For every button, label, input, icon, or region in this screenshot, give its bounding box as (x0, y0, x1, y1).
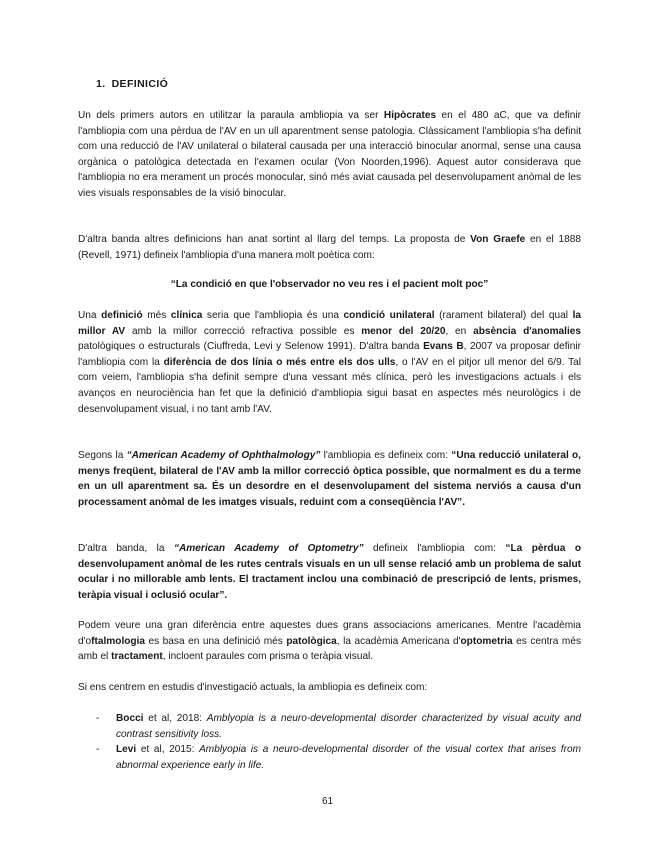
page-number: 61 (321, 796, 334, 807)
text-run: , 2007 va proposar definir l'ambliopia com la (78, 341, 581, 368)
paragraph-intro (78, 108, 581, 202)
text-run: Amblyopia is a neuro-developmental disorder characterized by visual acuity and contrast sensitivity loss. (116, 713, 581, 740)
list-item (78, 711, 581, 742)
text-run: es centra més amb el (78, 635, 581, 663)
text-run: Evans B (423, 341, 464, 353)
text-run: amb la millor correcció refractiva possible es (125, 325, 362, 337)
paragraph-current-research (78, 680, 581, 696)
text-run: clínica (170, 310, 203, 321)
text-run: definició (101, 310, 143, 321)
section-heading (96, 78, 168, 90)
text-run: , en (445, 325, 474, 337)
text-run: patològiques o estructurals (Ciuffreda, Levi y Selenow 1991). D'altra banda (78, 341, 424, 353)
text-run: en el 480 aC, que va definir l'ambliopia com una pèrdua de l'AV en un ull aparentment sense patologia. Clàssicament l'ambliopia s'ha definit com una reducció de l'AV unilateral o bilateral causada per una interacció binocular anormal, sense una causa orgànica o patològica detectada en l'examen ocular (Von Noorden,1996). Aquest autor considerava que l'ambliopia no era merament un procés monocular, sinó més aviat causada pel desenvolupament anòmal de les vies visuals responsables de la visió binocular. (78, 110, 581, 199)
text-run: , incloent paraules com prisma o teràpia visual. (162, 651, 374, 663)
text-run: Podem veure una gran diferència entre aquestes dues grans associacions americanes. Mentre l'acadèmia d'o (78, 620, 581, 647)
text-run: D'altra banda, la (78, 543, 174, 554)
text-run: condició unilateral (343, 310, 435, 321)
text-run: es basa en una definició més (145, 635, 287, 647)
list-item-text (116, 744, 581, 771)
text-run: Segons la (78, 450, 127, 461)
text-run: “Una reducció unilateral o, menys freqüent, bilateral de l'AV amb la millor correcció òptica possible, que normalment es du a terme en un ull aparentment sa. És un desordre en el desenvolupament del sistema nerviós a causa d'un processament anòmal de les imatges visuals, reduint com a conseqüència l'AV”. (78, 450, 581, 508)
paragraph-comparison (78, 618, 581, 665)
text-run: , o l'AV en el pitjor ull menor del 6/9. Tal com veiem, l'ambliopia s'ha definit sempre d'una vessant més clínica, però les investigacions actuals i els avanços en neurociència han fet que la definició d'ambliopia sigui basat en aspectes més neurològics i de desenvolupament visual, i no tant amb l'AV. (78, 356, 581, 415)
text-run: Bocci (116, 713, 144, 724)
text-run: la millor AV (78, 310, 581, 337)
text-run: en el 1888 (Revell, 1971) defineix l'ambliopia d'una manera molt poètica com: (78, 234, 581, 261)
text-run: absència d'anomalies (473, 325, 582, 337)
text-run: ftalmologia (91, 635, 145, 647)
paragraph-clinical-definition (78, 308, 581, 417)
quote: “La condició en que l'observador no veu res i el pacient molt poc” (170, 279, 489, 290)
text-run: optometria (460, 635, 513, 647)
text-run: defineix l'ambliopia com: (363, 543, 506, 554)
list-marker: - (96, 744, 100, 756)
text-run: Un dels primers autors en utilitzar la paraula ambliopia va ser (78, 110, 384, 121)
paragraph-aao-definition (78, 448, 581, 510)
text-run: et al, 2018: (143, 713, 207, 724)
list-item-text (116, 713, 581, 740)
text-run: patològica (286, 635, 337, 647)
text-run: Levi (116, 744, 137, 756)
text-run: Una (78, 310, 102, 321)
text-run: Amblyopia is a neuro-developmental disorder of the visual cortex that arises from abnormal experience early in life. (116, 744, 581, 771)
section-number: 1. (96, 78, 106, 90)
paragraph-von-graefe (78, 232, 581, 263)
paragraph-aaopt-definition (78, 541, 581, 603)
text-run: Si ens centrem en estudis d'investigació actuals, la ambliopia es defineix com: (78, 682, 428, 693)
text-run: , la acadèmia Americana d' (336, 635, 461, 647)
text-run: menor del 20/20 (361, 325, 446, 337)
text-run: Hipòcrates (383, 110, 437, 121)
text-run: diferència de dos línia o més entre els dos ulls (163, 356, 396, 368)
text-run: seria que l'ambliopia és una (202, 310, 344, 321)
text-run: tractament (111, 651, 163, 663)
text-run: “American Academy of Optometry” (173, 543, 364, 554)
text-run: més (142, 310, 171, 321)
text-run: et al, 2015: (136, 744, 200, 756)
text-run: “American Academy of Ophthalmology” (126, 450, 321, 461)
list-marker: - (96, 713, 100, 724)
text-run: l'ambliopia es defineix com: (320, 450, 452, 461)
text-run: Von Graefe (470, 234, 526, 245)
text-run: D'altra banda altres definicions han anat sortint al llarg del temps. La proposta de (78, 234, 471, 245)
section-title: DEFINICIÓ (111, 78, 169, 90)
list-item (78, 742, 581, 773)
text-run: (rarament bilateral) del qual (434, 310, 573, 321)
reference-list (78, 711, 581, 773)
text-run: “La pèrdua o desenvolupament anòmal de les rutes centrals visuals en un ull sense relació amb un problema de salut ocular i no millorable amb lents. El tractament inclou una combinació de prescripció de lents, prismes, teràpia visual i oclusió ocular”. (78, 543, 581, 601)
